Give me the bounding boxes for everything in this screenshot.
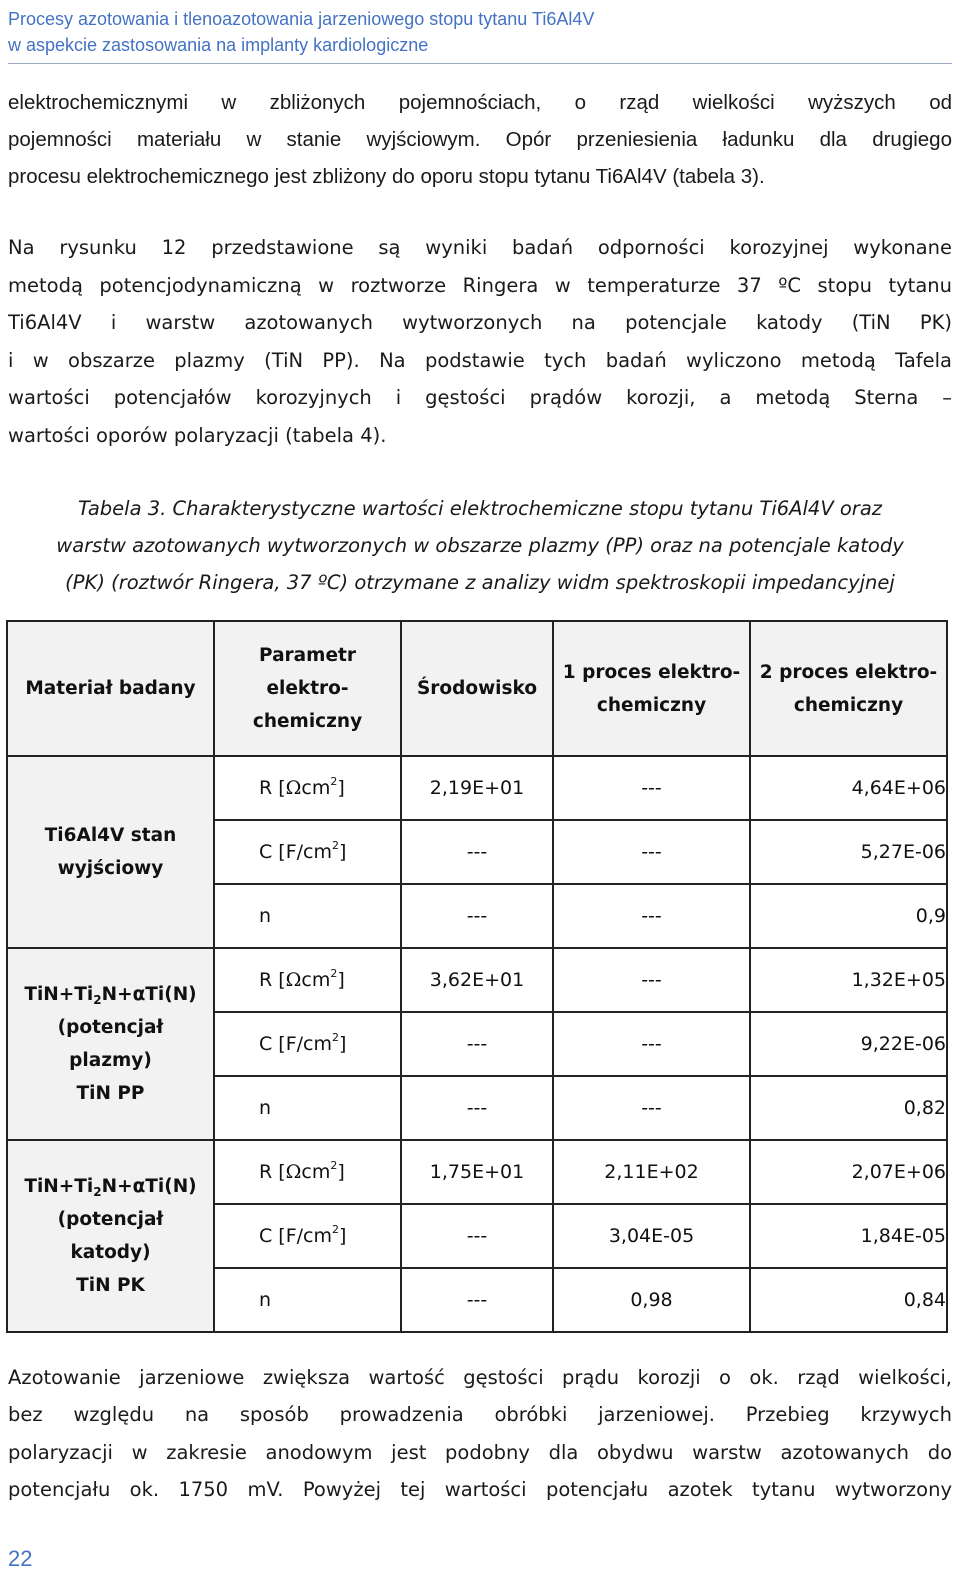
param-n: n	[214, 1076, 401, 1140]
paragraph-line: Na rysunku 12 przedstawione są wyniki badań odporności korozyjnej wykonane	[8, 236, 952, 259]
paragraph-line: Ti6Al4V i warstw azotowanych wytworzonych na potencjale katody (TiN PK)	[8, 311, 952, 335]
param-r: R [Ωcm$^2$]	[214, 948, 401, 1012]
material-cell	[7, 948, 214, 1140]
material-line: (potencjał	[57, 1209, 164, 1230]
table-header-row	[7, 621, 947, 756]
paragraph-line: metodą potencjodynamiczną w roztworze Ringera w temperaturze 37 ºC stopu tytanu	[8, 273, 952, 297]
electrochemical-table	[6, 620, 948, 1333]
table-row	[7, 1140, 947, 1204]
paragraph-line: Azotowanie jarzeniowe zwiększa wartość gęstości prądu korozji o ok. rząd wielkości,	[8, 1366, 952, 1389]
material-line: wyjściowy	[57, 858, 164, 879]
p2-value: 1,84E-05	[750, 1204, 947, 1268]
page-number: 22	[8, 1546, 33, 1571]
paragraph-continuation	[8, 84, 952, 195]
p2-value: 4,64E+06	[750, 756, 947, 820]
p1-value: ---	[553, 884, 750, 948]
env-value: ---	[401, 1012, 553, 1076]
p1-value: ---	[553, 756, 750, 820]
header-environment: Środowisko	[401, 621, 553, 756]
header-process-1	[553, 621, 750, 756]
param-c: C $[F/cm^2]$	[214, 1012, 401, 1076]
material-line: $TiN+Ti_2N+\alpha Ti(N)$	[24, 1176, 197, 1199]
p2-value: 5,27E-06	[750, 820, 947, 884]
material-line: katody)	[70, 1242, 151, 1263]
param-c: C $[F/cm^2]$	[214, 820, 401, 884]
p1-value: ---	[553, 820, 750, 884]
header-process-2-line: 2 proces elektro-	[759, 661, 938, 683]
table-row	[7, 756, 947, 820]
material-cell	[7, 1140, 214, 1332]
env-value: ---	[401, 1268, 553, 1332]
p2-value: 0,84	[750, 1268, 947, 1332]
p2-value: 1,32E+05	[750, 948, 947, 1012]
param-n: n	[214, 1268, 401, 1332]
material-line: TiN PK	[76, 1275, 145, 1296]
caption-line: (PK) (roztwór Ringera, 37 ºC) otrzymane z analizy widm spektroskopii impedancyjnej	[65, 571, 895, 594]
paragraph-line: procesu elektrochemicznego jest zbliżony do oporu stopu tytanu Ti6Al4V (tabela 3).	[8, 165, 765, 188]
header-process-2	[750, 621, 947, 756]
header-parameter-line: elektro-	[266, 678, 349, 699]
running-header	[8, 6, 952, 58]
caption-line: Tabela 3. Charakterystyczne wartości elektrochemiczne stopu tytanu Ti6Al4V oraz	[77, 497, 883, 520]
env-value: ---	[401, 884, 553, 948]
paragraph-line: bez względu na sposób prowadzenia obróbki jarzeniowej. Przebieg krzywych	[8, 1403, 952, 1427]
material-line: (potencjał	[57, 1017, 164, 1038]
p1-value: 2,11E+02	[553, 1140, 750, 1204]
p2-value: 9,22E-06	[750, 1012, 947, 1076]
header-parameter-line: Parametr	[259, 645, 356, 666]
paragraph-line: wartości oporów polaryzacji (tabela 4).	[8, 423, 387, 447]
p2-value: 0,82	[750, 1076, 947, 1140]
paragraph-line: pojemności materiału w stanie wyjściowym. Opór przeniesienia ładunku dla drugiego	[8, 128, 952, 151]
p1-value: ---	[553, 948, 750, 1012]
paragraph-line: i w obszarze plazmy (TiN PP). Na podstawie tych badań wyliczono metodą Tafela	[8, 348, 952, 372]
param-r: R [Ωcm$^2$]	[214, 756, 401, 820]
material-line: Ti6Al4V stan	[44, 825, 177, 846]
env-value: ---	[401, 820, 553, 884]
p2-value: 2,07E+06	[750, 1140, 947, 1204]
paragraph-conclusion	[8, 1359, 952, 1509]
p1-value: 0,98	[553, 1268, 750, 1332]
material-line: plazmy)	[69, 1050, 152, 1071]
table-caption	[8, 490, 952, 601]
material-line: $TiN+Ti_2N+\alpha Ti(N)$	[24, 984, 197, 1007]
header-process-1-line: chemiczny	[596, 694, 707, 716]
caption-line: warstw azotowanych wytworzonych w obszarze plazmy (PP) oraz na potencjale katody	[56, 534, 904, 557]
table-row	[7, 948, 947, 1012]
param-n: n	[214, 884, 401, 948]
paragraph-line: elektrochemicznymi w zbliżonych pojemnościach, o rząd wielkości wyższych od	[8, 91, 952, 114]
env-value: ---	[401, 1076, 553, 1140]
paragraph-corrosion-results	[8, 229, 952, 455]
header-title-line-1: Procesy azotowania i tlenoazotowania jarzeniowego stopu tytanu Ti6Al4V	[8, 9, 595, 29]
header-parameter	[214, 621, 401, 756]
header-process-2-line: chemiczny	[793, 694, 904, 716]
header-rule	[8, 63, 952, 64]
header-material: Materiał badany	[7, 621, 214, 756]
param-c: C $[F/cm^2]$	[214, 1204, 401, 1268]
p1-value: ---	[553, 1076, 750, 1140]
header-parameter-line: chemiczny	[252, 711, 363, 732]
env-value: ---	[401, 1204, 553, 1268]
env-value: 2,19E+01	[401, 756, 553, 820]
env-value: 1,75E+01	[401, 1140, 553, 1204]
p2-value: 0,9	[750, 884, 947, 948]
header-title-line-2: w aspekcie zastosowania na implanty kardiologiczne	[8, 35, 429, 55]
paragraph-line: polaryzacji w zakresie anodowym jest podobny dla obydwu warstw azotowanych do	[8, 1440, 952, 1464]
p1-value: 3,04E-05	[553, 1204, 750, 1268]
env-value: 3,62E+01	[401, 948, 553, 1012]
paragraph-line: wartości potencjałów korozyjnych i gęstości prądów korozji, a metodą Sterna –	[8, 386, 952, 410]
material-cell	[7, 756, 214, 948]
p1-value: ---	[553, 1012, 750, 1076]
param-r: R [Ωcm$^2$]	[214, 1140, 401, 1204]
paragraph-line: potencjału ok. 1750 mV. Powyżej tej wartości potencjału azotek tytanu wytworzony	[8, 1478, 952, 1502]
material-line: TiN PP	[76, 1083, 145, 1104]
header-process-1-line: 1 proces elektro-	[562, 661, 741, 683]
